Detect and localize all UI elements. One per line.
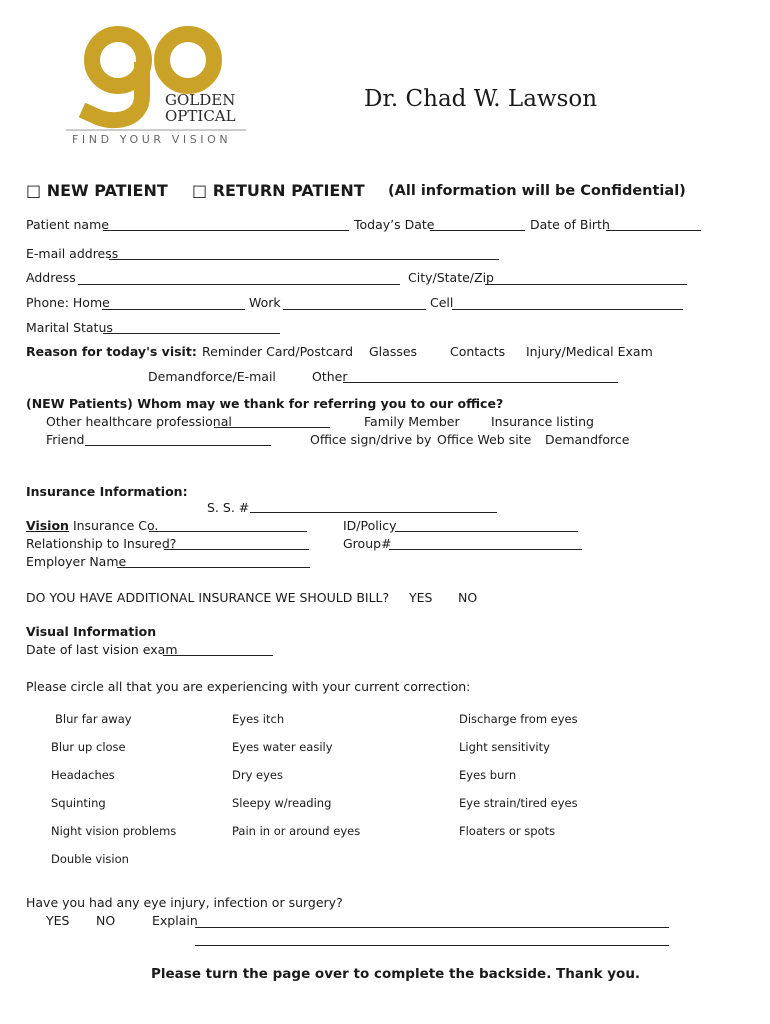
address-field[interactable] (78, 284, 400, 285)
new-patient-option[interactable] (26, 181, 168, 200)
return-patient-option[interactable] (192, 181, 365, 200)
logo-optical: OPTICAL (165, 107, 236, 125)
relationship-label: Relationship to Insured? (26, 536, 177, 551)
dob-label: Date of Birth (530, 217, 610, 232)
marital-status-label: Marital Status (26, 320, 113, 335)
reason-option[interactable]: Injury/Medical Exam (526, 344, 653, 359)
relationship-field[interactable] (164, 549, 309, 550)
referral-option[interactable]: Office sign/drive by (310, 432, 432, 447)
referral-friend-label: Friend (46, 432, 85, 447)
id-policy-field[interactable] (395, 531, 578, 532)
symptom-item[interactable]: Blur far away (55, 712, 132, 726)
phone-home-field[interactable] (102, 309, 245, 310)
city-state-zip-field[interactable] (485, 284, 687, 285)
reason-other-field[interactable] (343, 382, 618, 383)
visual-heading: Visual Information (26, 624, 157, 639)
logo-golden: GOLDEN (165, 91, 236, 109)
symptom-item[interactable]: Pain in or around eyes (232, 824, 361, 838)
additional-insurance-question: DO YOU HAVE ADDITIONAL INSURANCE WE SHOULD BILL? (26, 590, 390, 605)
symptom-item[interactable]: Night vision problems (51, 824, 177, 838)
reason-label: Reason for today's visit: (26, 344, 197, 359)
circle-prompt: Please circle all that you are experiencing with your current correction: (26, 679, 471, 694)
new-patient-label: NEW PATIENT (46, 181, 168, 200)
marital-status-field[interactable] (103, 333, 280, 334)
injury-question: Have you had any eye injury, infection or surgery? (26, 895, 343, 910)
work-field[interactable] (283, 309, 426, 310)
checkbox-icon[interactable]: □ (192, 181, 208, 200)
cell-field[interactable] (452, 309, 683, 310)
symptom-item[interactable]: Dry eyes (232, 768, 283, 782)
additional-insurance-yes[interactable]: YES (409, 590, 433, 605)
symptom-item[interactable]: Double vision (51, 852, 129, 866)
referral-option[interactable]: Office Web site (437, 432, 532, 447)
reason-option[interactable]: Contacts (450, 344, 506, 359)
injury-no[interactable]: NO (96, 913, 116, 928)
employer-label: Employer Name (26, 554, 127, 569)
injury-yes[interactable]: YES (46, 913, 70, 928)
reason-option[interactable]: Glasses (369, 344, 418, 359)
symptom-item[interactable]: Headaches (51, 768, 115, 782)
dob-field[interactable] (606, 230, 701, 231)
id-policy-label: ID/Policy (343, 518, 397, 533)
reason-option[interactable]: Demandforce/E-mail (148, 369, 276, 384)
insurance-co-field[interactable] (149, 531, 307, 532)
doctor-name: Dr. Chad W. Lawson (364, 86, 598, 112)
referral-heading: (NEW Patients) Whom may we thank for referring you to our office? (26, 396, 504, 411)
patient-name-field[interactable] (103, 230, 349, 231)
symptom-item[interactable]: Eye strain/tired eyes (459, 796, 578, 810)
work-label: Work (249, 295, 281, 310)
email-field[interactable] (109, 259, 499, 260)
footer-instruction: Please turn the page over to complete the backside. Thank you. (151, 966, 641, 982)
group-label: Group# (343, 536, 392, 551)
insurance-co-text: Insurance Co. (72, 518, 159, 533)
checkbox-icon[interactable]: □ (26, 181, 42, 200)
symptom-item[interactable]: Eyes burn (459, 768, 517, 782)
reason-option[interactable]: Reminder Card/Postcard (202, 344, 354, 359)
symptom-item[interactable]: Eyes water easily (232, 740, 333, 754)
symptom-item[interactable]: Sleepy w/reading (232, 796, 332, 810)
symptom-item[interactable]: Light sensitivity (459, 740, 550, 754)
referral-option[interactable]: Demandforce (545, 432, 630, 447)
return-patient-label: RETURN PATIENT (212, 181, 365, 200)
referral-other-professional-label: Other healthcare professional (46, 414, 232, 429)
city-state-zip-label: City/State/Zip (408, 270, 494, 285)
symptom-item[interactable]: Discharge from eyes (459, 712, 578, 726)
last-exam-field[interactable] (163, 655, 273, 656)
last-exam-label: Date of last vision exam (26, 642, 178, 657)
todays-date-label: Today’s Date (354, 217, 435, 232)
symptom-item[interactable]: Floaters or spots (459, 824, 556, 838)
ss-field[interactable] (250, 512, 497, 513)
symptom-item[interactable]: Eyes itch (232, 712, 285, 726)
logo-tagline: FIND YOUR VISION (72, 133, 232, 146)
referral-option[interactable]: Family Member (364, 414, 460, 429)
referral-friend-field[interactable] (85, 445, 271, 446)
group-field[interactable] (389, 549, 582, 550)
explain-field-line-2[interactable] (195, 945, 669, 946)
symptom-item[interactable]: Blur up close (51, 740, 126, 754)
ss-label: S. S. # (207, 500, 250, 515)
cell-label: Cell (430, 295, 454, 310)
symptom-item[interactable]: Squinting (51, 796, 106, 810)
patient-name-label: Patient name (26, 217, 109, 232)
address-label: Address (26, 270, 76, 285)
vision-insurance-label (26, 518, 158, 533)
referral-option[interactable]: Insurance listing (491, 414, 594, 429)
email-label: E-mail address (26, 246, 119, 261)
additional-insurance-no[interactable]: NO (458, 590, 478, 605)
confidential-note: (All information will be Confidential) (388, 183, 686, 199)
vision-word: Vision (26, 518, 69, 533)
insurance-heading: Insurance Information: (26, 484, 188, 499)
explain-label: Explain (152, 913, 198, 928)
employer-field[interactable] (117, 567, 310, 568)
referral-other-professional-field[interactable] (214, 427, 330, 428)
todays-date-field[interactable] (430, 230, 525, 231)
explain-field[interactable] (195, 927, 669, 928)
phone-home-label: Phone: Home (26, 295, 110, 310)
reason-other-label: Other (312, 369, 348, 384)
